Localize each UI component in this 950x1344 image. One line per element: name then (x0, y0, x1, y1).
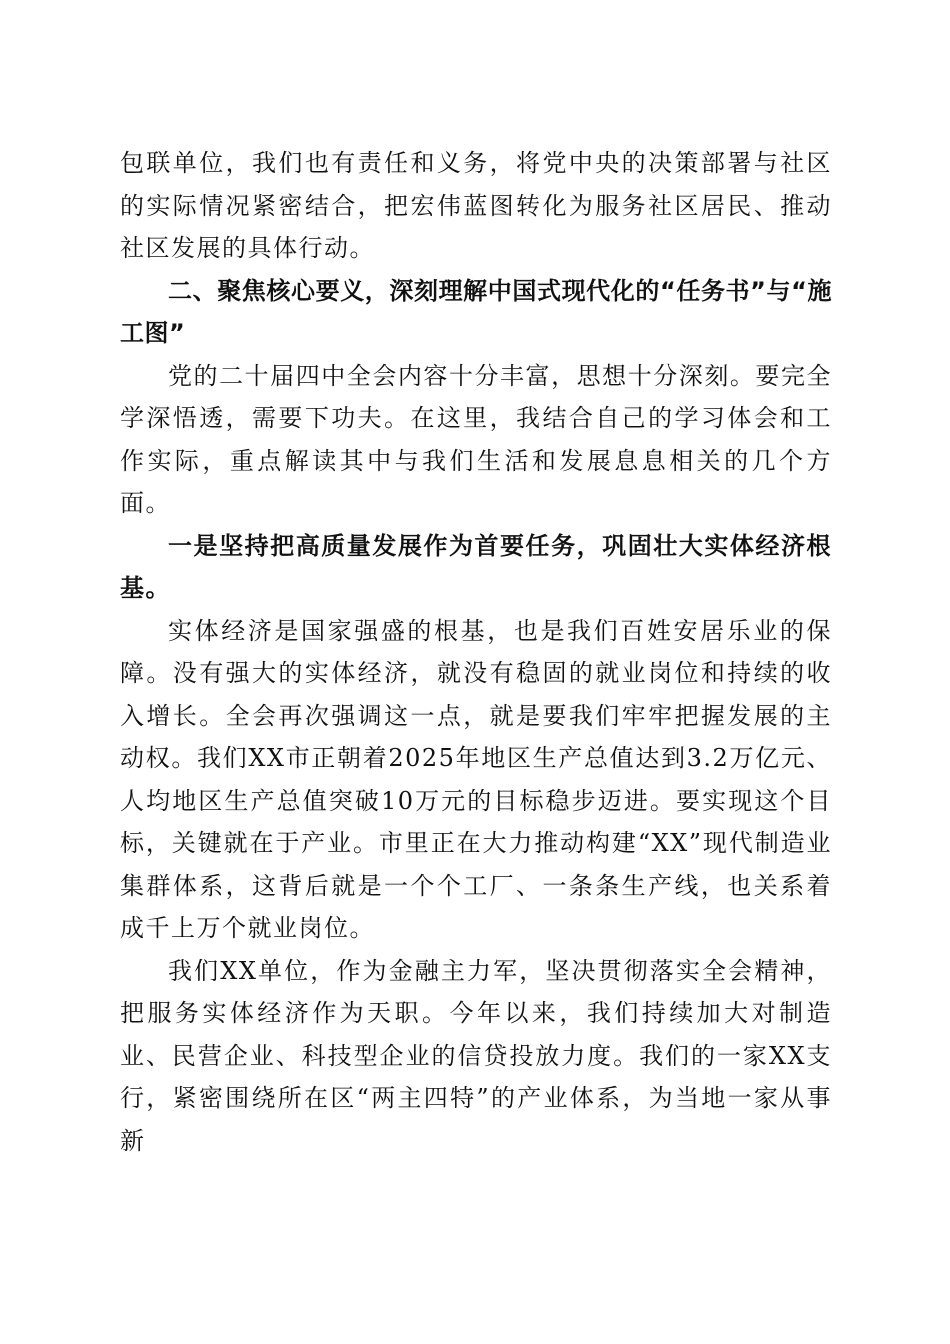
paragraph-continuation: 包联单位，我们也有责任和义务，将党中央的决策部署与社区的实际情况紧密结合，把宏伟蓝图转化为服务社区居民、推动社区发展的具体行动。 (120, 149, 832, 262)
subsection-heading: 一是坚持把高质量发展作为首要任务，巩固壮大实体经济根基。 (120, 530, 832, 602)
document-body (120, 142, 832, 1162)
paragraph-body: 我们XX单位，作为金融主力军，坚决贯彻落实全会精神，把服务实体经济作为天职。今年以来，我们持续加大对制造业、民营企业、科技型企业的信贷投放力度。我们的一家XX支行，紧密围绕所在区“两主四特”的产业体系，为当地一家从事新 (120, 956, 832, 1155)
paragraph-body: 实体经济是国家强盛的根基，也是我们百姓安居乐业的保障。没有强大的实体经济，就没有稳固的就业岗位和持续的收入增长。全会再次强调这一点，就是要我们牢牢把握发展的主动权。我们XX市正朝着2025年地区生产总值达到3.2万亿元、人均地区生产总值突破10万元的目标稳步迈进。要实现这个目标，关键就在于产业。市里正在大力推动构建“XX”现代制造业集群体系，这背后就是一个个工厂、一条条生产线，也关系着成千上万个就业岗位。 (120, 616, 832, 942)
section-heading: 二、聚焦核心要义，深刻理解中国式现代化的“任务书”与“施工图” (120, 276, 832, 347)
paragraph-body: 党的二十届四中全会内容十分丰富，思想十分深刻。要完全学深悟透，需要下功夫。在这里，我结合自己的学习体会和工作实际，重点解读其中与我们生活和发展息息相关的几个方面。 (120, 361, 832, 517)
